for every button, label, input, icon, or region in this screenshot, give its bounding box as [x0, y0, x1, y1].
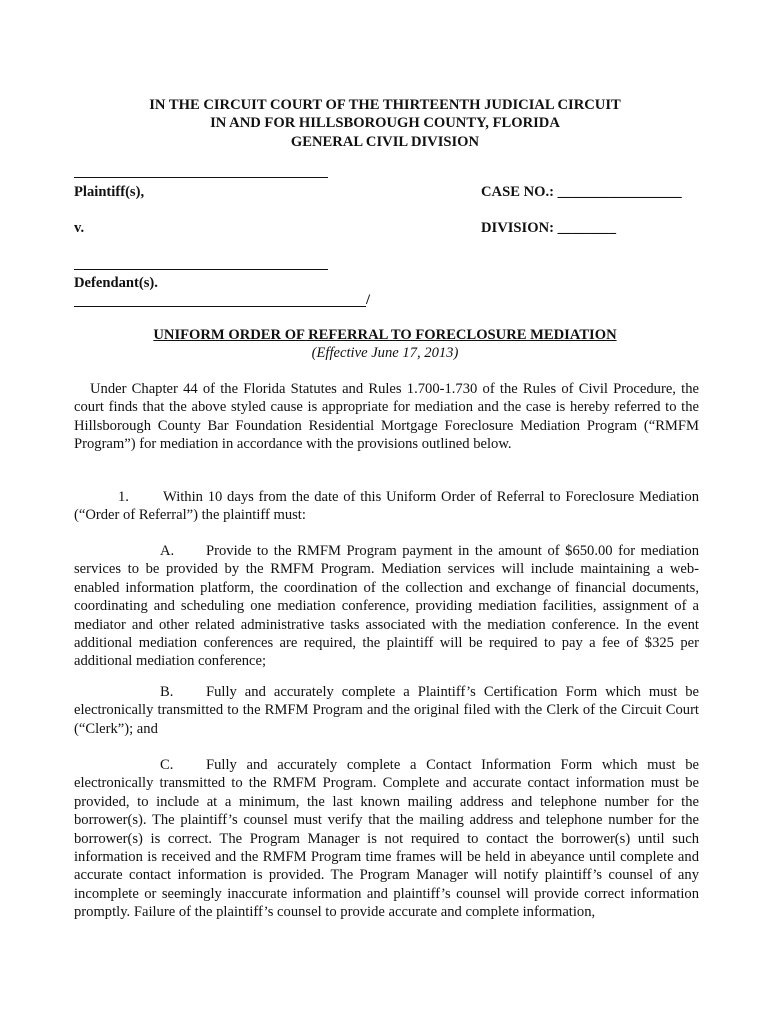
item-1-paragraph [74, 488, 699, 525]
court-header-line-3: GENERAL CIVIL DIVISION [290, 133, 480, 150]
plaintiff-label: Plaintiff(s), [74, 184, 145, 200]
versus-label: v. [74, 220, 85, 236]
item-b-letter: B. [160, 684, 174, 700]
division-label: DIVISION: ________ [481, 220, 617, 236]
item-a-paragraph [74, 542, 699, 671]
item-c-text: Fully and accurately complete a Contact Information Form which must be electronically transmitted to the RMFM Program. Complete and accurate contact information must be provided, to include at a minimum, the last known mailing address and telephone number for the borrower(s). The plaintiff’s counsel must verify that the mailing address and telephone number for the borrower(s) is correct. The Program Manager is not required to contact the borrower(s) until such information is received and the RMFM Program time frames will be held in abeyance until complete and accurate contact information is provided. The Program Manager will notify plaintiff’s counsel of any incomplete or seemingly inaccurate information and plaintiff’s counsel will provide correct information promptly. Failure of the plaintiff’s counsel to provide accurate and complete information, [74, 757, 699, 921]
item-1-text: Within 10 days from the date of this Uniform Order of Referral to Foreclosure Mediation (“Order of Referral”) the plaintiff must: [74, 489, 699, 524]
case-number-label: CASE NO.: _________________ [481, 184, 682, 200]
item-b-paragraph [74, 683, 699, 738]
defendant-label: Defendant(s). [74, 275, 158, 291]
intro-paragraph [74, 380, 699, 454]
order-title: UNIFORM ORDER OF REFERRAL TO FORECLOSURE MEDIATION [153, 327, 617, 343]
effective-date: (Effective June 17, 2013) [311, 345, 459, 362]
court-header-line-1: IN THE CIRCUIT COURT OF THE THIRTEENTH JUDICIAL CIRCUIT [149, 97, 621, 113]
court-header-line-2: IN AND FOR HILLSBOROUGH COUNTY, FLORIDA [210, 115, 560, 132]
caption-slash: / [366, 292, 371, 308]
item-b-text: Fully and accurately complete a Plaintiff’s Certification Form which must be electronically transmitted to the RMFM Program and the original filed with the Clerk of the Circuit Court (“Clerk”); and [74, 684, 699, 737]
item-c-paragraph [74, 756, 699, 922]
caption-closing-line [74, 306, 366, 307]
plaintiff-signature-line [74, 177, 328, 178]
order-title-block [0, 326, 770, 363]
item-a-letter: A. [160, 543, 175, 559]
item-1-number: 1. [118, 489, 129, 505]
item-c-letter: C. [160, 757, 174, 773]
defendant-signature-line [74, 269, 328, 270]
item-a-text: Provide to the RMFM Program payment in the amount of $650.00 for mediation services to be provided by the RMFM Program. Mediation services will include maintaining a web-enabled information platform, the coordination of the collection and exchange of financial documents, coordinating and scheduling one mediation conference, providing mediation facilities, assignment of a mediator and other related administrative tasks associated with the mediation conference. In the event additional mediation conferences are required, the plaintiff will be required to pay a fee of $325 per additional mediation conference; [74, 543, 699, 670]
court-header [0, 96, 770, 151]
intro-text: Under Chapter 44 of the Florida Statutes and Rules 1.700-1.730 of the Rules of Civil Procedure, the court finds that the above styled cause is appropriate for mediation and the case is hereby referred to the Hillsborough County Bar Foundation Residential Mortgage Foreclosure Mediation Program (“RMFM Program”) for mediation in accordance with the provisions outlined below. [74, 381, 699, 453]
